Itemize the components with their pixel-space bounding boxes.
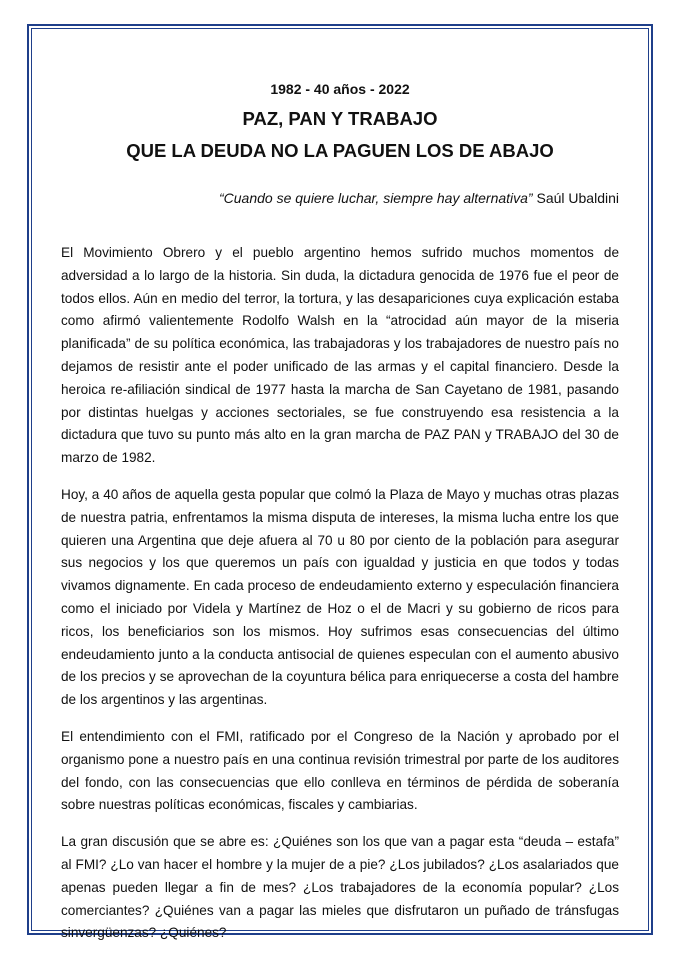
paragraph-3: El entendimiento con el FMI, ratificado por el Congreso de la Nación y aprobado por el organismo pone a nuestro país en una continua revisión trimestral por parte de los auditores del fondo, con las consecuencias que ello conlleva en términos de pérdida de soberanía sobre nuestras políticas económicas, fiscales y cambiarias. (61, 728, 619, 813)
document-body (61, 80, 619, 945)
epigraph-quote (61, 189, 619, 207)
year-line: 1982 - 40 años - 2022 (270, 81, 410, 97)
document-subtitle: QUE LA DEUDA NO LA PAGUEN LOS DE ABAJO (126, 140, 554, 161)
paragraph-2: Hoy, a 40 años de aquella gesta popular que colmó la Plaza de Mayo y muchas otras plazas de nuestra patria, enfrentamos la misma disputa de intereses, la misma lucha entre los que quieren una Argentina que deje afuera al 70 u 80 por ciento de la población para asegurar sus negocios y los que queremos un país con igualdad y justicia en que todos y todas vivamos dignamente. En cada proceso de endeudamiento externo y especulación financiera como el iniciado por Videla y Martínez de Hoz o el de Macri y su gobierno de ricos para ricos, los beneficiarios son los mismos. Hoy sufrimos esas consecuencias del último endeudamiento junto a la conducta antisocial de quienes especulan con el aumento abusivo de los precios y se aprovechan de la coyuntura bélica para enriquecerse a costa del hambre de los argentinos y las argentinas. (61, 486, 619, 708)
quote-author: Saúl Ubaldini (536, 190, 619, 206)
paragraph-4: La gran discusión que se abre es: ¿Quiénes son los que van a pagar esta “deuda – estafa” al FMI? ¿Lo van hacer el hombre y la mujer de a pie? ¿Los jubilados? ¿Los asalariados que apenas pueden llegar a fin de mes? ¿Los trabajadores de la economía popular? ¿Los comerciantes? ¿Quiénes van a pagar las mieles que disfrutaron un puñado de tránsfugas sinvergüenzas? ¿Quiénes? (61, 834, 619, 941)
quote-text: “Cuando se quiere luchar, siempre hay alternativa” (218, 190, 533, 206)
document-title: PAZ, PAN Y TRABAJO (242, 108, 438, 129)
paragraph-1: El Movimiento Obrero y el pueblo argentino hemos sufrido muchos momentos de adversidad a lo largo de la historia. Sin duda, la dictadura genocida de 1976 fue el peor de todos ellos. Aún en medio del terror, la tortura, y las desapariciones cuya explicación estaba como afirmó valientemente Rodolfo Walsh en la “atrocidad aún mayor de la miseria planificada” de su política económica, las trabajadoras y los trabajadores de nuestro país no dejamos de resistir ante el poder unificado de las armas y el capital financiero. Desde la heroica re-afiliación sindical de 1977 hasta la marcha de San Cayetano de 1981, pasando por distintas huelgas y acciones sectoriales, se fue construyendo esa resistencia a la dictadura que tuvo su punto más alto en la gran marcha de PAZ PAN y TRABAJO del 30 de marzo de 1982. (61, 245, 619, 466)
